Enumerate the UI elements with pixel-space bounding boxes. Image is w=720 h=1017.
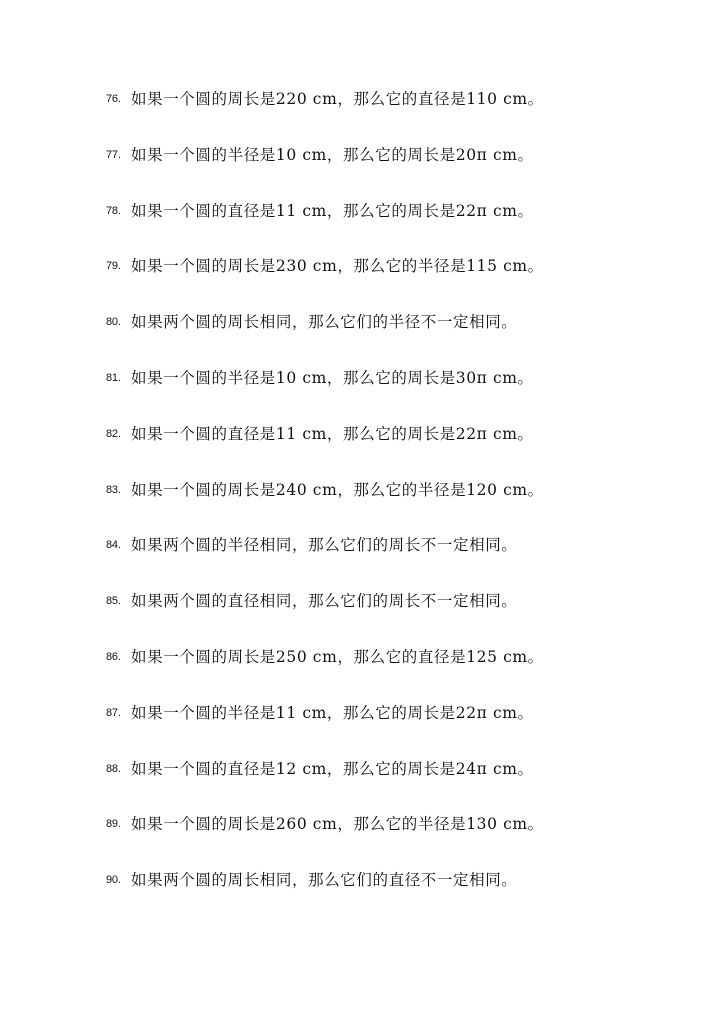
question-number: 89. <box>106 818 121 831</box>
question-number: 87. <box>106 706 121 719</box>
question-number: 79. <box>106 260 121 273</box>
question-number: 76. <box>106 93 121 105</box>
question-list <box>106 86 696 923</box>
question-number: 84. <box>106 539 121 552</box>
question-item <box>106 700 696 756</box>
question-text: 如果两个圆的直径相同，那么它们的周长不一定相同。 <box>131 592 518 611</box>
question-item <box>106 421 696 477</box>
question-number: 86. <box>106 650 121 663</box>
question-text: 如果一个圆的周长是230 cm，那么它的半径是115 cm。 <box>131 257 544 276</box>
question-number: 83. <box>106 483 121 496</box>
question-text: 如果一个圆的周长是260 cm，那么它的半径是130 cm。 <box>131 815 544 834</box>
question-text: 如果一个圆的半径是10 cm，那么它的周长是20π cm。 <box>131 145 534 164</box>
question-item <box>106 142 696 198</box>
question-number: 78. <box>106 204 121 217</box>
question-number: 90. <box>106 874 121 887</box>
question-text: 如果一个圆的直径是12 cm，那么它的周长是24π cm。 <box>131 759 534 778</box>
question-item <box>106 86 696 142</box>
question-text: 如果一个圆的直径是11 cm，那么它的周长是22π cm。 <box>131 424 534 443</box>
question-number: 88. <box>106 762 121 775</box>
question-text: 如果一个圆的半径是11 cm，那么它的周长是22π cm。 <box>131 703 534 722</box>
question-number: 80. <box>106 316 121 329</box>
question-number: 82. <box>106 427 121 440</box>
question-text: 如果一个圆的周长是220 cm，那么它的直径是110 cm。 <box>131 90 544 108</box>
question-item <box>106 309 696 365</box>
question-item <box>106 756 696 812</box>
question-number: 77. <box>106 148 121 161</box>
question-item <box>106 532 696 588</box>
question-item <box>106 365 696 421</box>
question-number: 81. <box>106 371 121 384</box>
question-text: 如果一个圆的周长是240 cm，那么它的半径是120 cm。 <box>131 480 544 499</box>
question-item <box>106 644 696 700</box>
question-text: 如果两个圆的半径相同，那么它们的周长不一定相同。 <box>131 536 518 555</box>
question-text: 如果一个圆的直径是11 cm，那么它的周长是22π cm。 <box>131 201 534 220</box>
question-text: 如果两个圆的周长相同，那么它们的直径不一定相同。 <box>131 871 518 890</box>
question-item <box>106 253 696 309</box>
question-item <box>106 588 696 644</box>
question-text: 如果两个圆的周长相同，那么它们的半径不一定相同。 <box>131 313 518 332</box>
question-item <box>106 811 696 867</box>
question-item <box>106 477 696 533</box>
question-item <box>106 867 696 923</box>
question-number: 85. <box>106 595 121 608</box>
question-text: 如果一个圆的周长是250 cm，那么它的直径是125 cm。 <box>131 647 544 666</box>
question-item <box>106 198 696 254</box>
question-text: 如果一个圆的半径是10 cm，那么它的周长是30π cm。 <box>131 368 534 387</box>
